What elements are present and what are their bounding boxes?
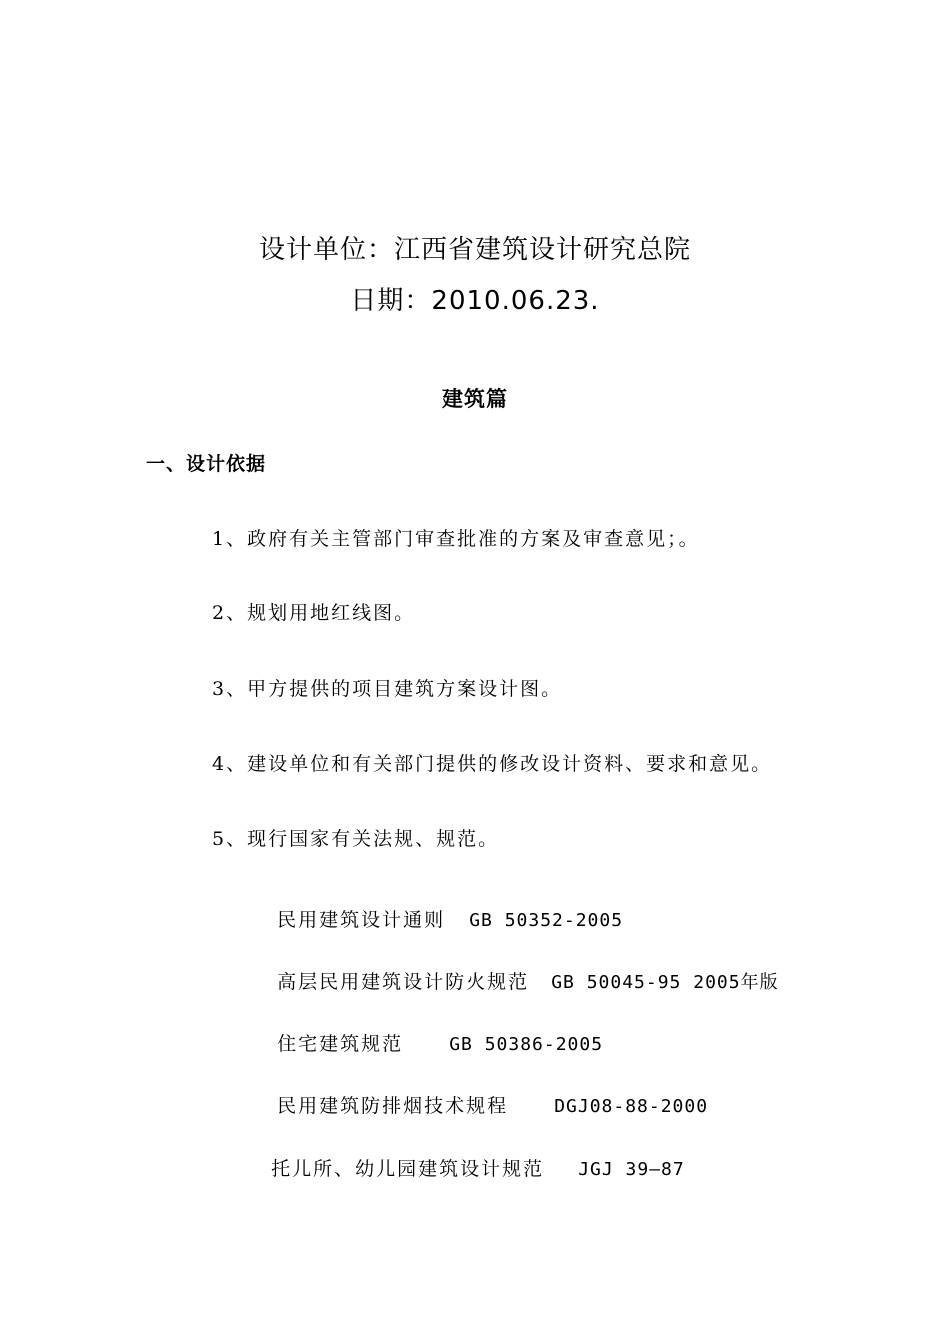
standard-code: GB 50045-95 2005年版: [551, 972, 779, 993]
basis-item-1: 1、政府有关主管部门审查批准的方案及审查意见；。: [212, 528, 700, 550]
standard-name: 托儿所、幼儿园建筑设计规范: [271, 1158, 545, 1180]
standard-code: JGJ 39—87: [578, 1159, 685, 1180]
date-line: 日期：2010.06.23.: [350, 286, 600, 316]
standard-item-3: [245, 1016, 603, 1073]
basis-item-4: 4、建设单位和有关部门提供的修改设计资料、要求和意见。: [212, 753, 773, 775]
design-unit-line: 设计单位：江西省建筑设计研究总院: [258, 235, 691, 265]
standard-name: 民用建筑防排烟技术规程: [277, 1095, 509, 1117]
standard-name: 住宅建筑规范: [277, 1033, 404, 1055]
section-title: 建筑篇: [442, 387, 508, 411]
standard-code: DGJ08-88-2000: [554, 1096, 709, 1117]
basis-item-2: 2、规划用地红线图。: [212, 602, 416, 624]
standard-name: 高层民用建筑设计防火规范: [277, 971, 530, 993]
standard-code: GB 50386-2005: [449, 1034, 604, 1055]
standard-item-2: [245, 954, 779, 1011]
standard-item-1: [245, 892, 623, 949]
standard-item-5: [239, 1141, 685, 1198]
design-basis-heading: 一、设计依据: [146, 453, 267, 475]
standard-code: GB 50352-2005: [469, 910, 624, 931]
basis-item-3: 3、甲方提供的项目建筑方案设计图。: [212, 678, 563, 700]
basis-item-5: 5、现行国家有关法规、规范。: [212, 828, 500, 850]
standard-name: 民用建筑设计通则: [277, 909, 446, 931]
standard-item-4: [245, 1078, 708, 1135]
